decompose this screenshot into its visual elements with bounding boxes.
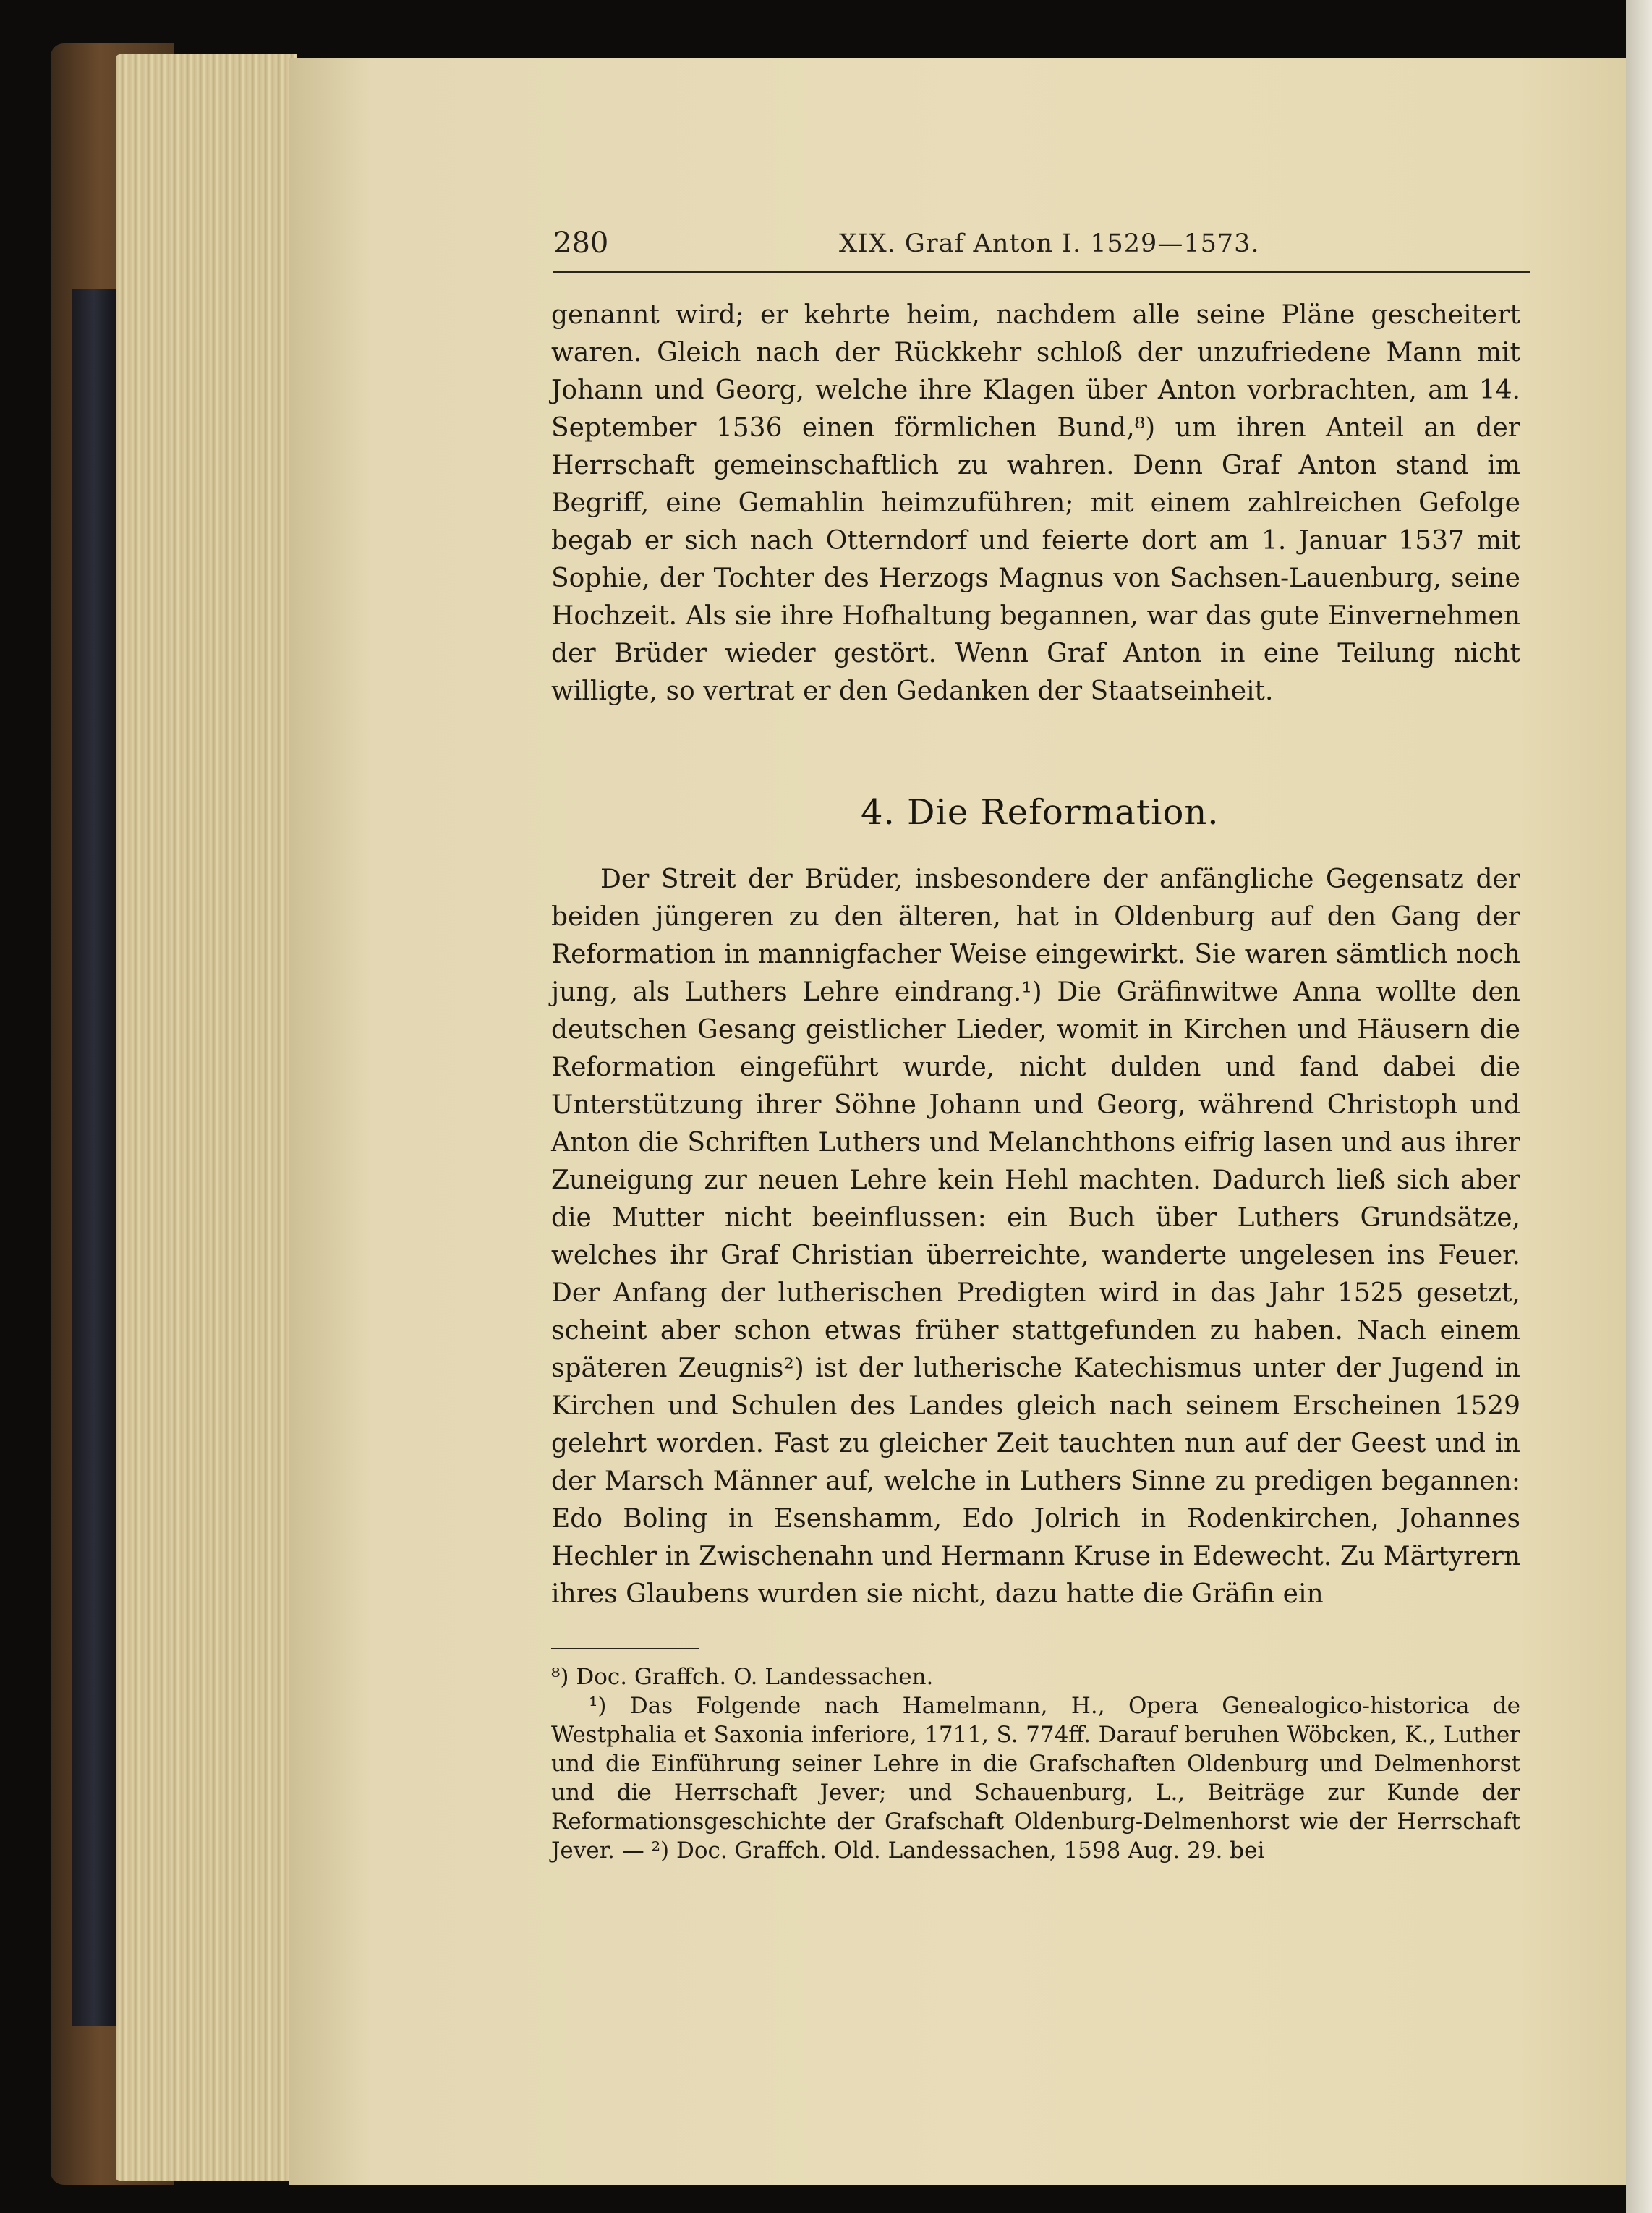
footnote-1-2: ¹) Das Folgende nach Hamelmann, H., Opera Genealogico-historica de Westphalia et Saxonia inferiore, 1711, S. 774ff. Darauf beruhen Wöbcken, K., Luther und die Einführung seiner Lehre in die Grafschaften Oldenburg und Delmenhorst und die Herrschaft Jever; und Schauenburg, L., Beiträge zur Kunde der Reformationsgeschichte der Grafschaft Oldenburg-Delmenhorst wie der Herrschaft Jever. — ²) Doc. Graffch. Old. Landessachen, 1598 Aug. 29. bei [551, 1693, 1520, 1864]
section-heading: 4. Die Reformation. [861, 792, 1219, 833]
reformation-text: Der Streit der Brüder, insbesondere der anfängliche Gegensatz der beiden jüngeren zu den älteren, hat in Oldenburg auf den Gang der Reformation in mannigfacher Weise eingewirkt. Sie waren sämtlich noch jung, als Luthers Lehre eindrang.¹) Die Gräfinwitwe Anna wollte den deutschen Gesang geistlicher Lieder, womit in Kirchen und Häusern die Reformation eingeführt wurde, nicht dulden und fand dabei die Unterstützung ihrer Söhne Johann und Georg, während Christoph und Anton die Schriften Luthers und Melanchthons eifrig lasen und aus ihrer Zuneigung zur neuen Lehre kein Hehl machten. Dadurch ließ sich aber die Mutter nicht beeinflussen: ein Buch über Luthers Grundsätze, welches ihr Graf Christian überreichte, wanderte ungelesen ins Feuer. Der Anfang der lutherischen Predigten wird in das Jahr 1525 gesetzt, scheint aber schon etwas früher stattgefunden zu haben. Nach einem späteren Zeugnis²) ist der lutherische Katechismus unter der Jugend in Kirchen und Schulen des Landes gleich nach seinem Erscheinen 1529 gelehrt worden. Fast zu gleicher Zeit tauchten nun auf der Geest und in der Marsch Männer auf, welche in Luthers Sinne zu predigen begannen: Edo Boling in Esenshamm, Edo Jolrich in Rodenkirchen, Johannes Hechler in Zwischenahn und Hermann Kruse in Edewecht. Zu Märtyrern ihres Glaubens wurden sie nicht, dazu hatte die Gräfin ein [551, 865, 1520, 1609]
running-header [553, 221, 1530, 273]
continuation-paragraph [551, 297, 1520, 710]
scan-background-strip [1626, 0, 1652, 2213]
footnotes [551, 1662, 1520, 1865]
continuation-text: genannt wird; er kehrte heim, nachdem alle seine Pläne gescheitert waren. Gleich nach der Rückkehr schloß der unzufriedene Mann mit Johann und Georg, welche ihre Klagen über Anton vorbrachten, am 14. September 1536 einen förmlichen Bund,⁸) um ihren Anteil an der Herrschaft gemeinschaftlich zu wahren. Denn Graf Anton stand im Begriff, eine Gemahlin heimzuführen; mit einem zahlreichen Gefolge begab er sich nach Otterndorf und feierte dort am 1. Januar 1537 mit Sophie, der Tochter des Herzogs Magnus von Sachsen-Lauenburg, seine Hochzeit. Als sie ihre Hofhaltung begannen, war das gute Einvernehmen der Brüder wieder gestört. Wenn Graf Anton in eine Teilung nicht willigte, so vertrat er den Gedanken der Staatseinheit. [551, 300, 1520, 706]
book-spine [72, 289, 116, 2026]
page-number: 280 [553, 226, 609, 260]
footnote-divider [551, 1648, 699, 1649]
page-edges [116, 54, 297, 2181]
reformation-paragraph [551, 861, 1520, 1613]
running-head-title: XIX. Graf Anton I. 1529—1573. [839, 229, 1260, 258]
footnote-8: ⁸) Doc. Graffch. O. Landessachen. [551, 1664, 934, 1690]
